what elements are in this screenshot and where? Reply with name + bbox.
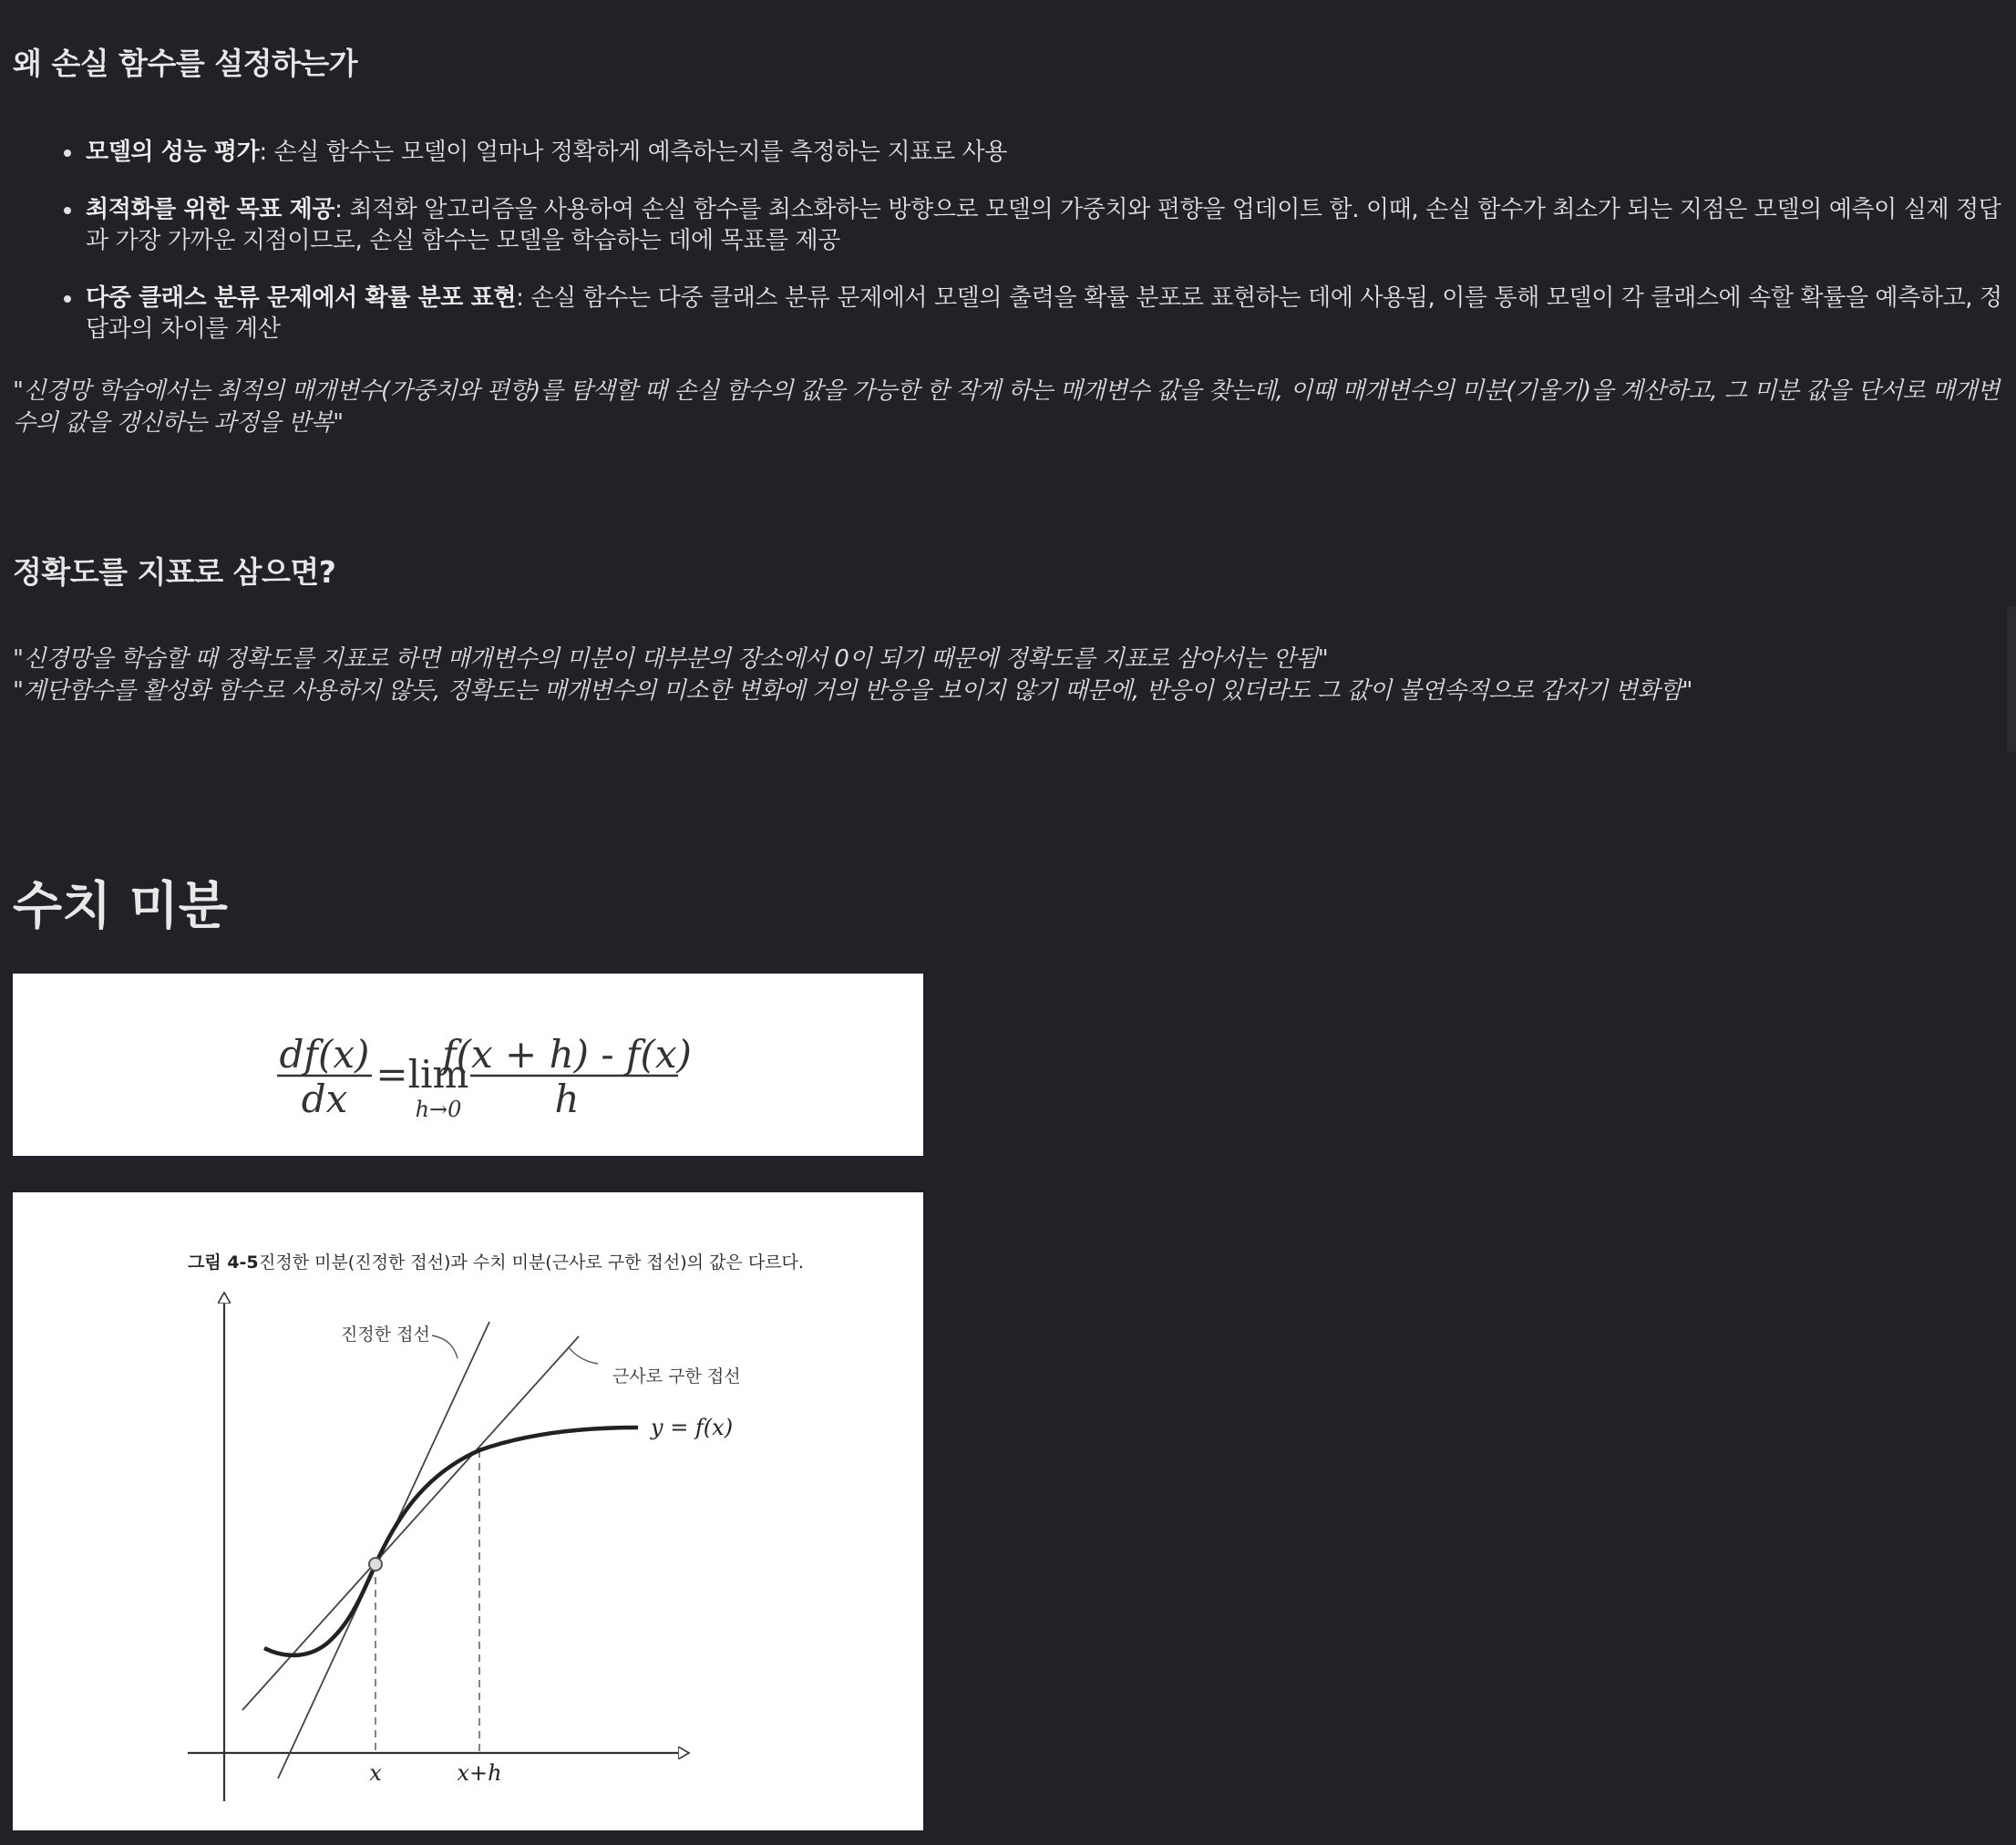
curve-label: y = f(x) <box>651 1415 734 1440</box>
reasons-list <box>13 137 2009 371</box>
formula-lhs-denominator: dx <box>301 1077 348 1121</box>
list-item <box>86 283 2009 345</box>
list-item <box>86 137 2009 168</box>
tangent-point <box>369 1558 382 1571</box>
formula-rhs-denominator: h <box>554 1077 580 1121</box>
figure-image <box>13 1192 923 1830</box>
tangent-figure <box>13 1192 923 1830</box>
document-page <box>13 0 2009 1845</box>
list-item-text: : 손실 함수는 다중 클래스 분류 문제에서 모델의 출력을 확률 분포로 표현하는 데에 사용됨, 이를 통해 모델이 각 클래스에 속할 확률을 예측하고, 정답과의 차이를 계산 <box>86 284 2002 343</box>
figure-caption-label: 그림 4-5 <box>188 1252 259 1273</box>
list-item <box>86 194 2009 256</box>
function-curve <box>264 1428 638 1655</box>
true-tangent-leader <box>432 1335 458 1358</box>
list-item-text: : 최적화 알고리즘을 사용하여 손실 함수를 최소화하는 방향으로 모델의 가중치와 편향을 업데이트 함. 이때, 손실 함수가 최소가 되는 지점은 모델의 예측이 실제 정답과 가장 가까운 지점이므로, 손실 함수는 모델을 학습하는 데에 목표를 제공 <box>86 196 2001 254</box>
derivative-formula <box>13 974 923 1156</box>
section-title-numerical-diff: 수치 미분 <box>13 877 228 936</box>
list-item-term: 다중 클래스 분류 문제에서 확률 분포 표현 <box>86 284 517 312</box>
xh-tick-label: x+h <box>457 1760 502 1786</box>
list-item-term: 최적화를 위한 목표 제공 <box>86 196 335 223</box>
quote-accuracy-1: "신경망을 학습할 때 정확도를 지표로 하면 매개변수의 미분이 대부분의 장소에서 0이 되기 때문에 정확도를 지표로 삼아서는 안됨" <box>13 645 1329 673</box>
formula-equals: = <box>375 1052 408 1097</box>
formula-lhs-numerator: df(x) <box>279 1032 370 1077</box>
formula-image <box>13 974 923 1156</box>
x-tick-label: x <box>369 1760 382 1786</box>
section-title-why-loss: 왜 손실 함수를 설정하는가 <box>13 46 358 81</box>
formula-rhs-numerator: f(x + h) - f(x) <box>442 1032 692 1077</box>
quote-gradient: "신경망 학습에서는 최적의 매개변수(가중치와 편향)를 탐색할 때 손실 함수의 값을 가능한 한 작게 하는 매개변수 값을 찾는데, 이때 매개변수의 미분(기울기)을 계산하고, 그 미분 값을 단서로 매개변수의 값을 갱신하는 과정을 반복" <box>13 377 2000 437</box>
approx-tangent-label: 근사로 구한 접선 <box>612 1366 741 1386</box>
scrollbar[interactable] <box>2007 606 2016 752</box>
true-tangent-label: 진정한 접선 <box>341 1324 430 1345</box>
list-item-text: : 손실 함수는 모델이 얼마나 정확하게 예측하는지를 측정하는 지표로 사용 <box>259 139 1007 166</box>
figure-caption-text: 진정한 미분(진정한 접선)과 수치 미분(근사로 구한 접선)의 값은 다르다. <box>259 1252 804 1273</box>
formula-lim: lim <box>407 1052 469 1097</box>
formula-lim-subscript: h→0 <box>415 1097 462 1122</box>
section-title-accuracy: 정확도를 지표로 삼으면? <box>13 554 336 590</box>
approx-tangent-leader <box>569 1347 598 1364</box>
quote-accuracy-2: "계단함수를 활성화 함수로 사용하지 않듯, 정확도는 매개변수의 미소한 변화에 거의 반응을 보이지 않기 때문에, 반응이 있더라도 그 값이 불연속적으로 갑자기 변화함" <box>13 677 1693 705</box>
list-item-term: 모델의 성능 평가 <box>86 139 260 166</box>
